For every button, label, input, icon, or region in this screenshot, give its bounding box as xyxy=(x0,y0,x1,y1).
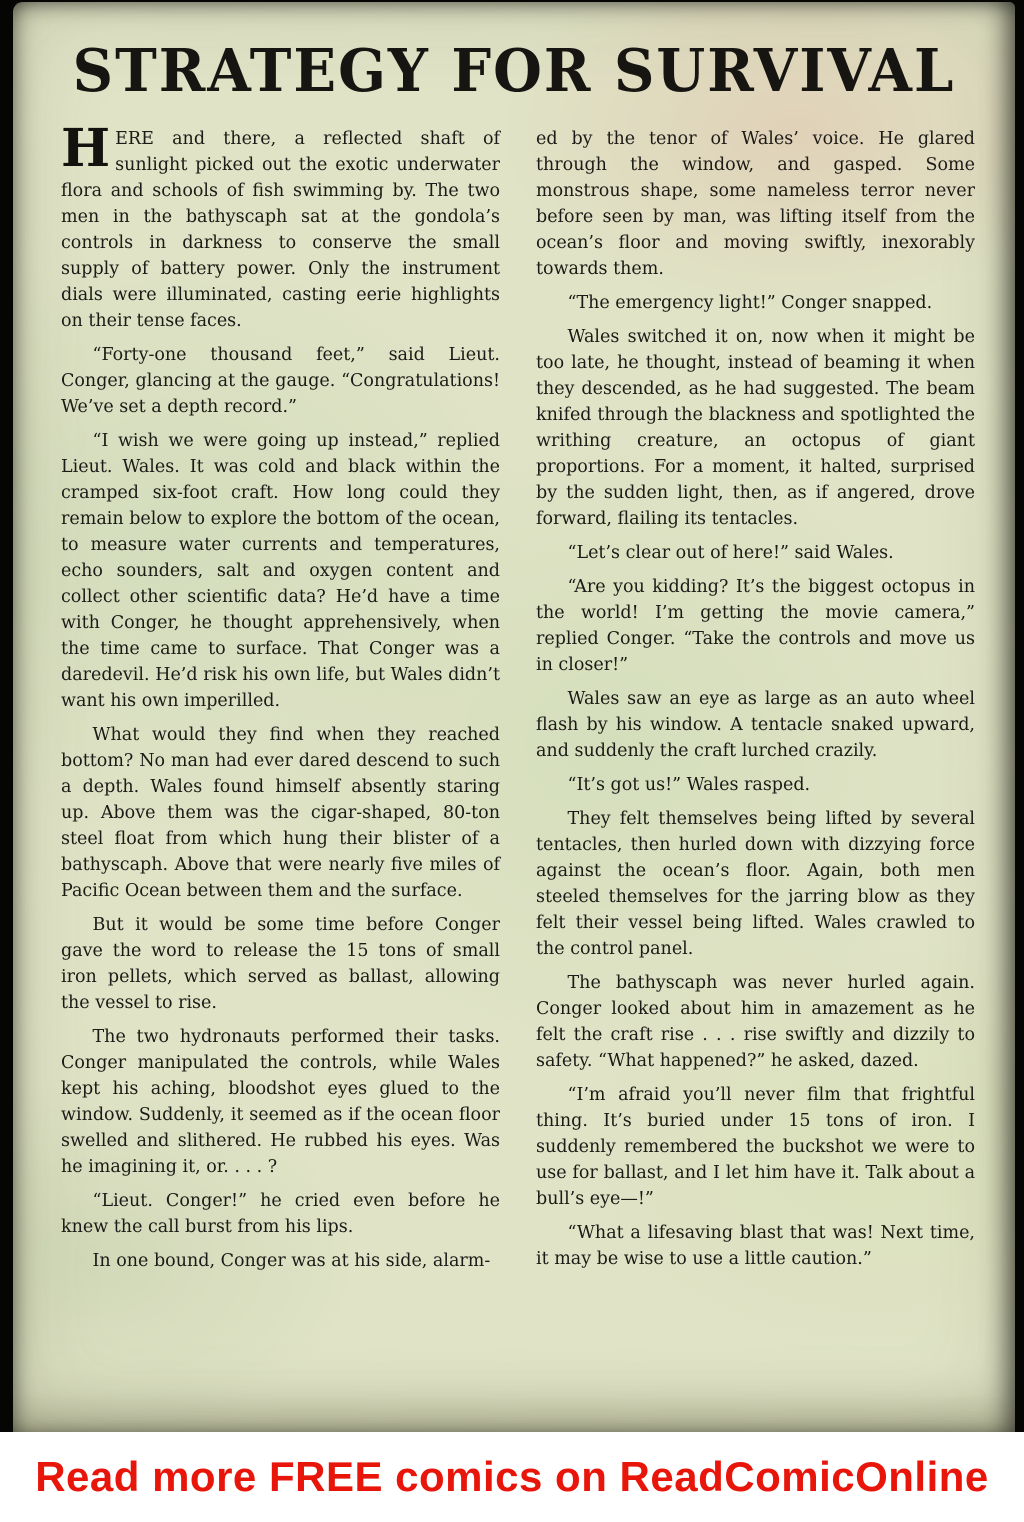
paper-background xyxy=(13,2,1015,1432)
story-paragraph: They felt themselves being lifted by several tentacles, then hurled down with dizzying force against the ocean’s floor. Again, both men steeled themselves for the jarring blow as they felt their vessel being lifted. Wales crawled to the control panel. xyxy=(536,809,975,959)
story-paragraph: What would they find when they reached bottom? No man had ever dared descend to such a depth. Wales found himself absently staring up. Above them was the cigar-shaped, 80-ton steel float from which hung their blister of a bathyscaph. Above that were nearly five miles of Pacific Ocean between them and the surface. xyxy=(61,725,500,901)
story-paragraph: “Let’s clear out of here!” said Wales. xyxy=(567,543,894,563)
story-paragraph: “I’m afraid you’ll never film that frightful thing. It’s buried under 15 tons of iron. I suddenly remembered the buckshot we were to use for ballast, and I let him have it. Talk about a bull’s eye—!” xyxy=(536,1085,975,1209)
story-paragraph: The two hydronauts performed their tasks. Conger manipulated the controls, while Wales kept his aching, bloodshot eyes glued to the window. Suddenly, it seemed as if the ocean floor swelled and slithered. He rubbed his eyes. Was he imagining it, or. . . . ? xyxy=(61,1027,500,1177)
drop-cap: H xyxy=(61,118,111,179)
readcomiconline-banner[interactable] xyxy=(0,1432,1024,1522)
opening-paragraph xyxy=(61,118,500,334)
opening-text: ERE and there, a reflected shaft of sunlight picked out the exotic underwater flora and schools of fish swimming by. The two men in the bathyscaph sat at the gondola’s controls in darkness to conserve the small supply of battery power. Only the instrument dials were illuminated, casting eerie highlights on their tense faces. xyxy=(61,129,500,331)
text-columns xyxy=(13,104,1015,1282)
story-paragraph: “It’s got us!” Wales rasped. xyxy=(567,775,811,795)
right-column xyxy=(536,126,975,1282)
story-paragraph: “Forty-one thousand feet,” said Lieut. Conger, glancing at the gauge. “Congratulations! We’ve set a depth record.” xyxy=(61,345,500,417)
story-paragraph: In one bound, Conger was at his side, alarm- xyxy=(92,1251,491,1271)
story-paragraph: ed by the tenor of Wales’ voice. He glared through the window, and gasped. Some monstrous shape, some nameless terror never before seen by man, was lifting itself from the ocean’s floor and moving swiftly, inexorably towards them. xyxy=(536,129,975,279)
story-paragraph: “The emergency light!” Conger snapped. xyxy=(567,293,933,313)
left-column xyxy=(61,118,500,1282)
story-paragraph: “What a lifesaving blast that was! Next time, it may be wise to use a little caution.” xyxy=(536,1223,975,1269)
story-paragraph: “I wish we were going up instead,” replied Lieut. Wales. It was cold and black within the cramped six-foot craft. How long could they remain below to explore the bottom of the ocean, to measure water currents and temperatures, echo sounders, salt and oxygen content and collect other scientific data? He’d have a time with Conger, he thought apprehensively, when the time came to surface. That Conger was a daredevil. He’d risk his own life, but Wales didn’t want his own imperilled. xyxy=(61,431,500,711)
story-paragraph: The bathyscaph was never hurled again. Conger looked about him in amazement as he felt the craft rise . . . rise swiftly and dizzily to safety. “What happened?” he asked, dazed. xyxy=(536,973,975,1071)
left-paragraphs xyxy=(61,342,500,1274)
banner-link-text[interactable]: Read more FREE comics on ReadComicOnline xyxy=(35,1453,989,1500)
story-paragraph: Wales saw an eye as large as an auto wheel flash by his window. A tentacle snaked upward, and suddenly the craft lurched crazily. xyxy=(536,689,975,761)
story-paragraph: But it would be some time before Conger gave the word to release the 15 tons of small iron pellets, which served as ballast, allowing the vessel to rise. xyxy=(61,915,500,1013)
story-paragraph: “Are you kidding? It’s the biggest octopus in the world! I’m getting the movie camera,” replied Conger. “Take the controls and move us in closer!” xyxy=(536,577,975,675)
story-paragraph: Wales switched it on, now when it might be too late, he thought, instead of beaming it when they descended, as he had suggested. The beam knifed through the blackness and spotlighted the writhing creature, an octopus of giant proportions. For a moment, it halted, surprised by the sudden light, then, as if angered, drove forward, flailing its tentacles. xyxy=(536,327,975,529)
story-paragraph: “Lieut. Conger!” he cried even before he knew the call burst from his lips. xyxy=(61,1191,500,1237)
right-paragraphs xyxy=(536,126,975,1272)
page-title: STRATEGY FOR SURVIVAL xyxy=(72,36,956,106)
